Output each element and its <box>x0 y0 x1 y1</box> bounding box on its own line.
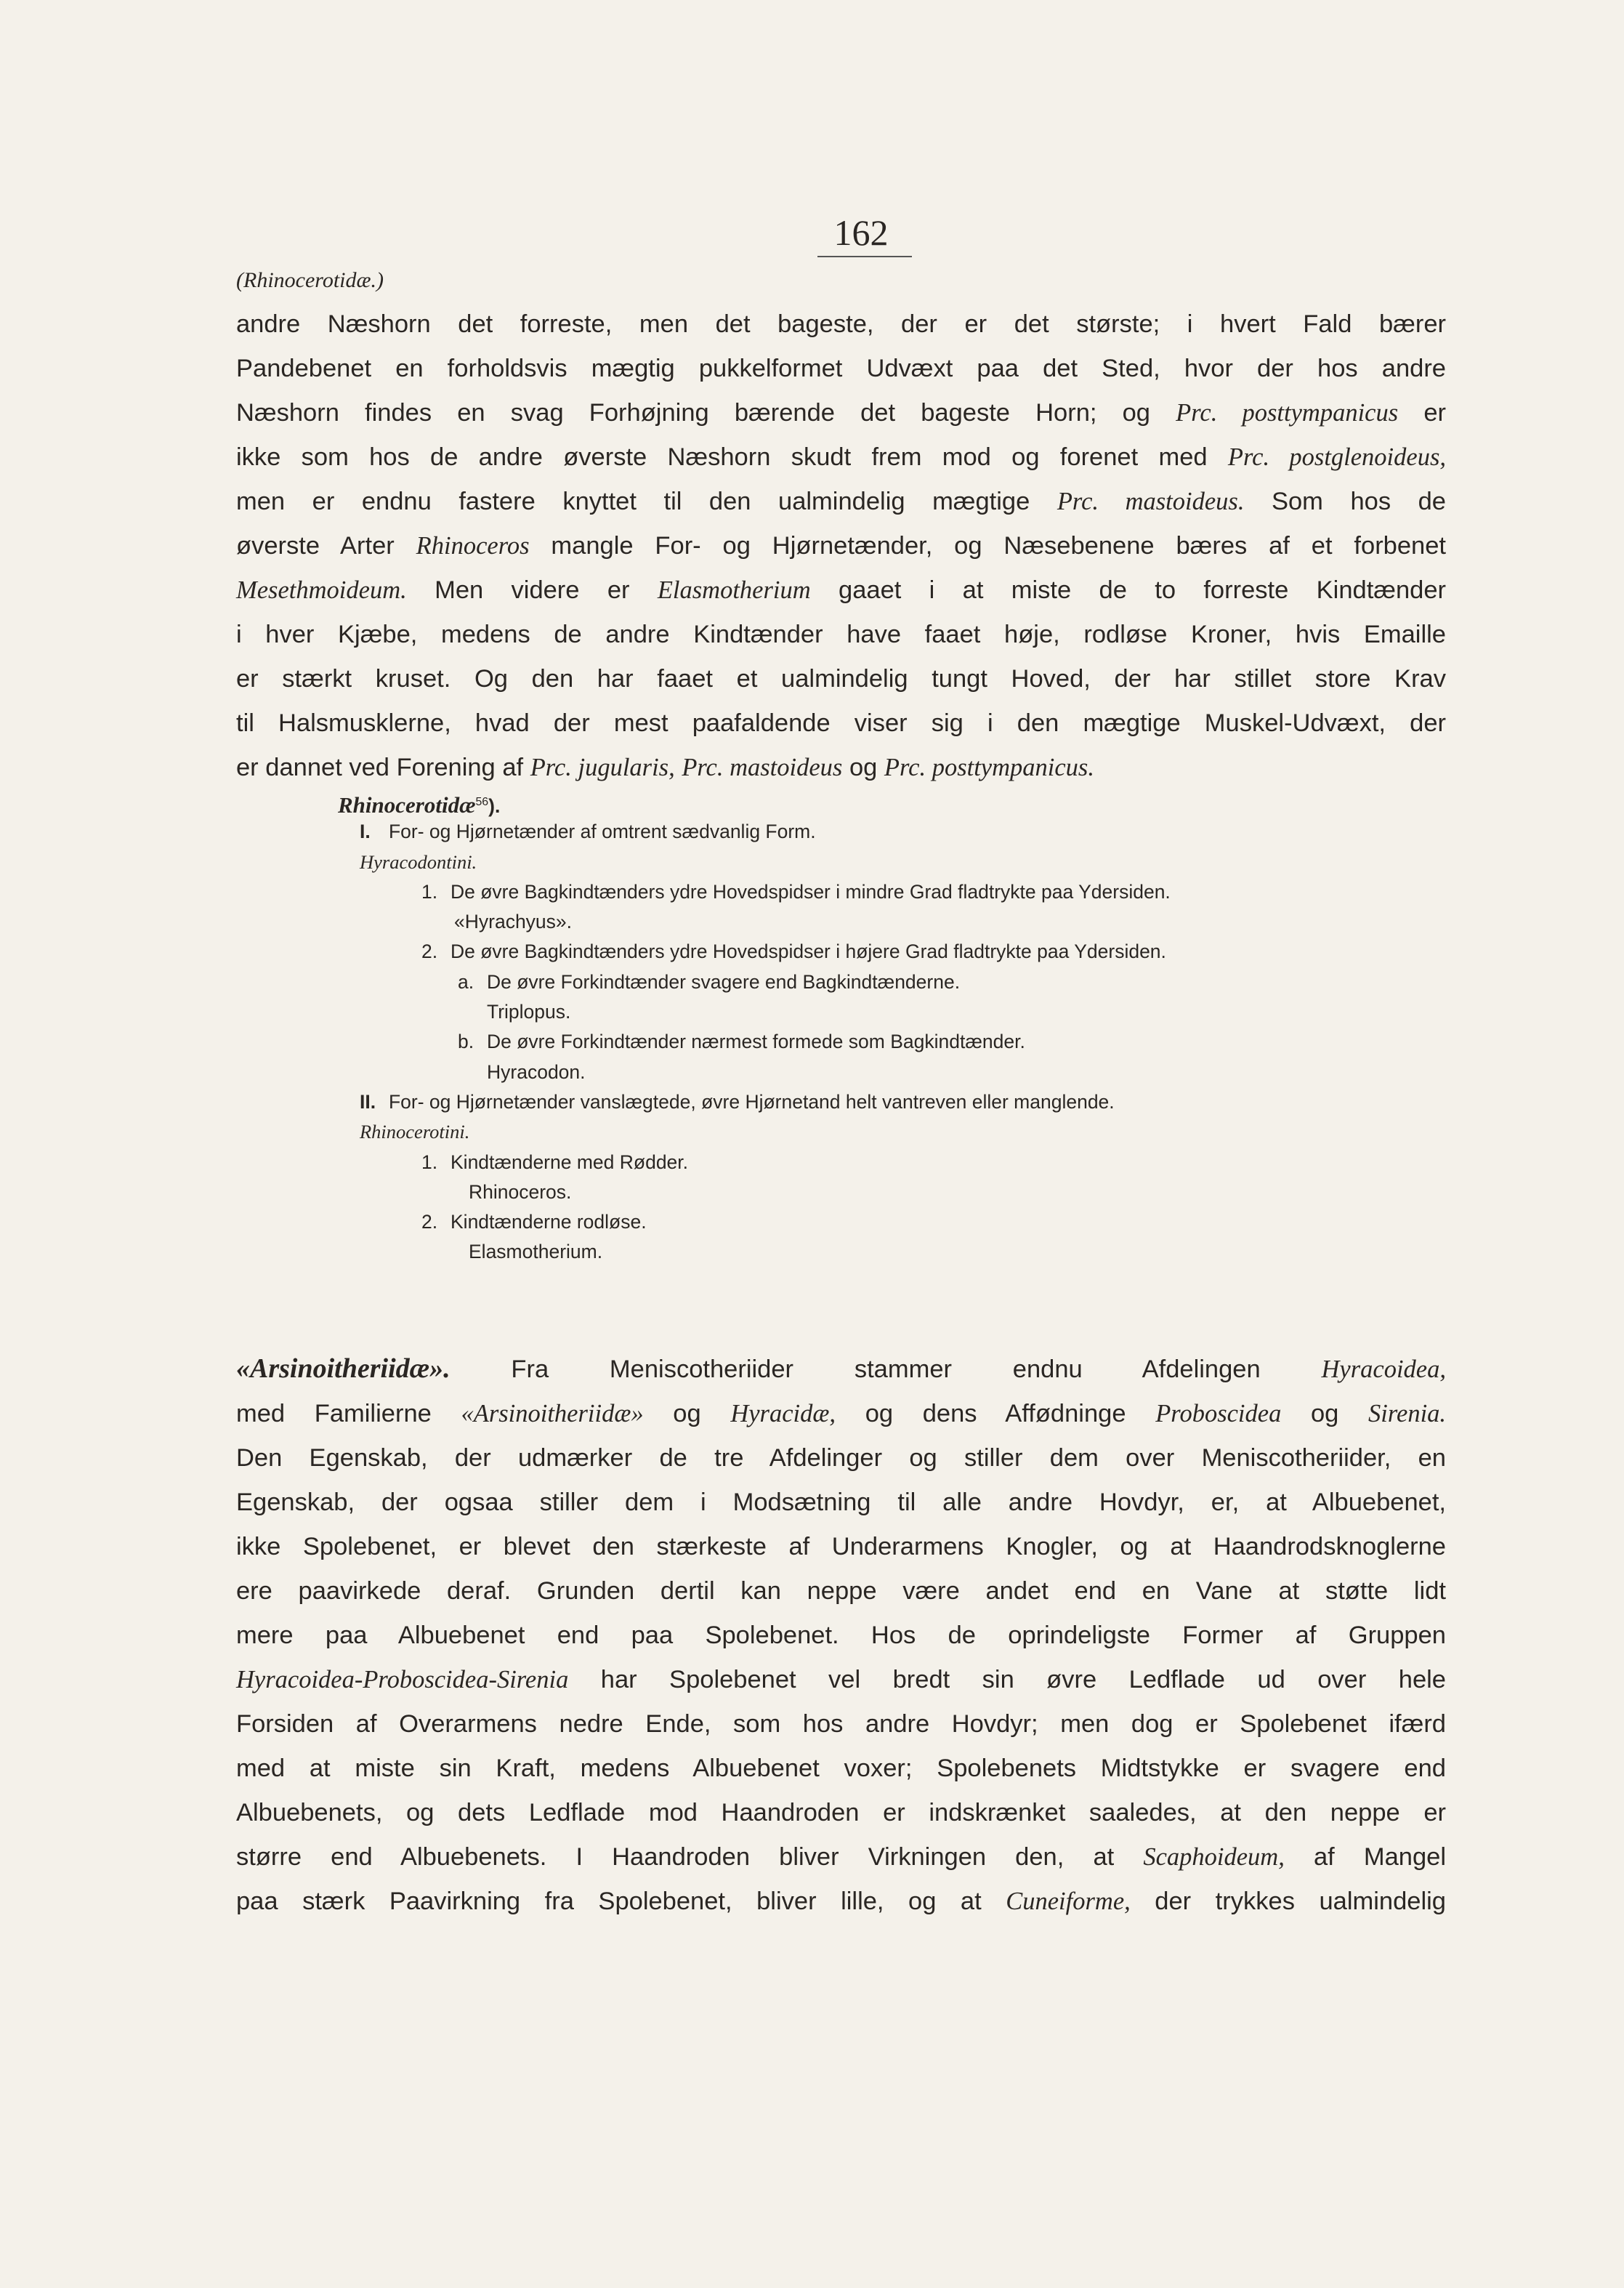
text-run: er <box>1423 399 1446 427</box>
item-letter: b. <box>458 1031 474 1053</box>
text-line: er stærkt kruset. Og den har faaet et ualmindelig tungt Hoved, der har stillet store Krav <box>236 665 1446 693</box>
key-item <box>236 1148 1471 1177</box>
text-line: til Halsmusklerne, hvad der mest paafaldende viser sig i den mægtige Muskel-Udvæxt, der <box>236 709 1446 737</box>
paragraph-arsinoitheriidae <box>236 1347 1446 1924</box>
text-run: ikke som hos de andre øverste Næshorn skudt frem mod og forenet med <box>236 443 1208 471</box>
text-run: og <box>673 1400 701 1427</box>
text-run: der trykkes ualmindelig <box>1155 1888 1446 1915</box>
genus-name: «Hyrachyus». <box>454 911 573 933</box>
key-item <box>236 1027 1471 1057</box>
italic-term: Prc. jugularis, <box>530 754 675 781</box>
text-line <box>236 568 1446 613</box>
text-run: med Familierne <box>236 1400 432 1427</box>
key-genus <box>236 907 1471 937</box>
family-name: Rhinocerotidæ <box>338 791 476 818</box>
text-line <box>236 1392 1446 1436</box>
key-text: De øvre Bagkindtænders ydre Hovedspidser i højere Grad fladtrykte paa Ydersiden. <box>451 940 1166 963</box>
item-number: 1. <box>421 880 438 903</box>
key-item <box>236 937 1471 967</box>
text-line <box>236 480 1446 524</box>
text-line: mere paa Albuebenet end paa Spolebenet. Hos de oprindeligste Former af Gruppen <box>236 1622 1446 1649</box>
footnote-ref: 56 <box>475 796 489 808</box>
item-number: 2. <box>421 1211 438 1233</box>
key-item <box>236 877 1471 907</box>
text-run: øverste Arter <box>236 532 395 560</box>
key-tribe <box>236 1117 1471 1147</box>
italic-term: Prc. posttympanicus. <box>884 754 1094 781</box>
genus-name: Rhinoceros. <box>469 1180 572 1203</box>
italic-term: «Arsinoitheriidæ» <box>461 1400 644 1427</box>
text-line <box>236 1880 1446 1924</box>
text-line <box>236 1835 1446 1880</box>
key-genus <box>236 1237 1471 1267</box>
text-line: Forsiden af Overarmens nedre Ende, som hos andre Hovdyr; men dog er Spolebenet ifærd <box>236 1710 1446 1738</box>
text-run: og dens Affødninge <box>865 1400 1126 1427</box>
key-item <box>236 1207 1471 1237</box>
italic-term: Prc. posttympanicus <box>1176 399 1399 427</box>
text-run: ). <box>488 794 501 817</box>
italic-term: Hyracidæ, <box>730 1400 836 1427</box>
text-line: Den Egenskab, der udmærker de tre Afdelinger og stiller dem over Meniscotheriider, en <box>236 1444 1446 1472</box>
italic-term: Cuneiforme, <box>1006 1888 1131 1915</box>
paragraph-rhinocerotidae <box>236 302 1446 790</box>
tribe-name: Hyracodontini. <box>360 850 477 873</box>
text-run: større end Albuebenets. I Haandroden bliver Virkningen den, at <box>236 1843 1115 1871</box>
text-run: har Spolebenet vel bredt sin øvre Ledflade ud over hele <box>600 1666 1446 1693</box>
italic-term: Scaphoideum, <box>1143 1843 1285 1871</box>
text-line <box>236 1347 1446 1392</box>
italic-term: Hyracoidea, <box>1321 1356 1446 1383</box>
text-run: Som hos de <box>1271 488 1446 515</box>
text-run: og <box>849 754 878 781</box>
item-number: 1. <box>421 1151 438 1173</box>
text-line: andre Næshorn det forreste, men det bageste, der er det største; i hvert Fald bærer <box>236 310 1446 338</box>
key-genus <box>236 1058 1471 1087</box>
page-number: 162 <box>833 212 889 253</box>
genus-name: Hyracodon. <box>487 1060 586 1083</box>
italic-term: Proboscidea <box>1155 1400 1282 1427</box>
text-run: gaaet i at miste de to forreste Kindtænder <box>839 576 1447 604</box>
genus-name: Elasmotherium. <box>469 1241 603 1263</box>
item-letter: a. <box>458 970 474 993</box>
text-line <box>236 524 1446 568</box>
key-group-1 <box>236 817 1471 847</box>
key-item <box>236 967 1471 997</box>
page-number-rule <box>817 256 912 257</box>
key-text: For- og Hjørnetænder af omtrent sædvanlig Form. <box>389 821 816 843</box>
key-group-2 <box>236 1087 1471 1117</box>
text-line: ikke Spolebenet, er blevet den stærkeste af Underarmens Knogler, og at Haandrodsknoglerne <box>236 1533 1446 1560</box>
text-run: mangle For- og Hjørnetænder, og Næsebenene bæres af et forbenet <box>551 532 1447 560</box>
text-run: Næshorn findes en svag Forhøjning bærende det bageste Horn; og <box>236 399 1150 427</box>
key-text: De øvre Forkindtænder svagere end Bagkindtænderne. <box>487 970 961 993</box>
key-text: Kindtænderne med Rødder. <box>451 1151 689 1173</box>
key-family-heading <box>236 787 1471 817</box>
text-run: men er endnu fastere knyttet til den ualmindelig mægtige <box>236 488 1030 515</box>
text-run: Fra Meniscotheriider stammer endnu Afdelingen <box>511 1356 1261 1383</box>
italic-term: Prc. postglenoideus, <box>1227 443 1446 471</box>
tribe-name: Rhinocerotini. <box>360 1121 470 1143</box>
key-text: De øvre Forkindtænder nærmest formede som Bagkindtænder. <box>487 1031 1025 1053</box>
text-line: med at miste sin Kraft, medens Albuebenet voxer; Spolebenets Midtstykke er svagere end <box>236 1755 1446 1782</box>
italic-term: Prc. mastoideus <box>682 754 843 781</box>
text-line <box>236 391 1446 435</box>
key-genus <box>236 1177 1471 1207</box>
text-run: og <box>1311 1400 1339 1427</box>
text-line: Pandebenet en forholdsvis mægtig pukkelformet Udvæxt paa det Sted, hvor der hos andre <box>236 355 1446 382</box>
text-line <box>236 1658 1446 1702</box>
text-line: Egenskab, der ogsaa stiller dem i Modsætning til alle andre Hovdyr, er, at Albuebenet, <box>236 1489 1446 1516</box>
key-genus <box>236 997 1471 1027</box>
key-tribe <box>236 847 1471 877</box>
key-text: For- og Hjørnetænder vanslægtede, øvre Hjørnetand helt vantreven eller manglende. <box>389 1090 1115 1113</box>
italic-term: Sirenia. <box>1368 1400 1447 1427</box>
text-run: er dannet ved Forening af <box>236 754 524 781</box>
running-head: (Rhinocerotidæ.) <box>236 268 384 292</box>
classification-key <box>236 787 1471 1268</box>
italic-term: Hyracoidea-Proboscidea-Sirenia <box>236 1666 569 1693</box>
italic-term: Elasmotherium <box>657 576 811 604</box>
text-line <box>236 435 1446 480</box>
italic-term: Mesethmoideum. <box>236 576 407 604</box>
key-text: De øvre Bagkindtænders ydre Hovedspidser i mindre Grad fladtrykte paa Ydersiden. <box>451 880 1171 903</box>
section-heading: «Arsinoitheriidæ». <box>236 1353 451 1384</box>
genus-name: Triplopus. <box>487 1001 571 1023</box>
italic-term: Prc. mastoideus. <box>1057 488 1245 515</box>
text-run: Men videre er <box>435 576 630 604</box>
key-text: Kindtænderne rodløse. <box>451 1211 647 1233</box>
item-number: 2. <box>421 940 438 963</box>
italic-term: Rhinoceros <box>416 532 530 560</box>
text-run: paa stærk Paavirkning fra Spolebenet, bliver lille, og at <box>236 1888 982 1915</box>
roman-numeral: I. <box>360 821 371 843</box>
text-line: ere paavirkede deraf. Grunden dertil kan neppe være andet end en Vane at støtte lidt <box>236 1577 1446 1605</box>
roman-numeral: II. <box>360 1090 376 1113</box>
text-line: Albuebenets, og dets Ledflade mod Haandroden er indskrænket saaledes, at den neppe er <box>236 1799 1446 1826</box>
text-line <box>236 746 1446 790</box>
text-run: af Mangel <box>1313 1843 1446 1871</box>
text-line: i hver Kjæbe, medens de andre Kindtænder have faaet høje, rodløse Kroner, hvis Emaille <box>236 621 1446 648</box>
